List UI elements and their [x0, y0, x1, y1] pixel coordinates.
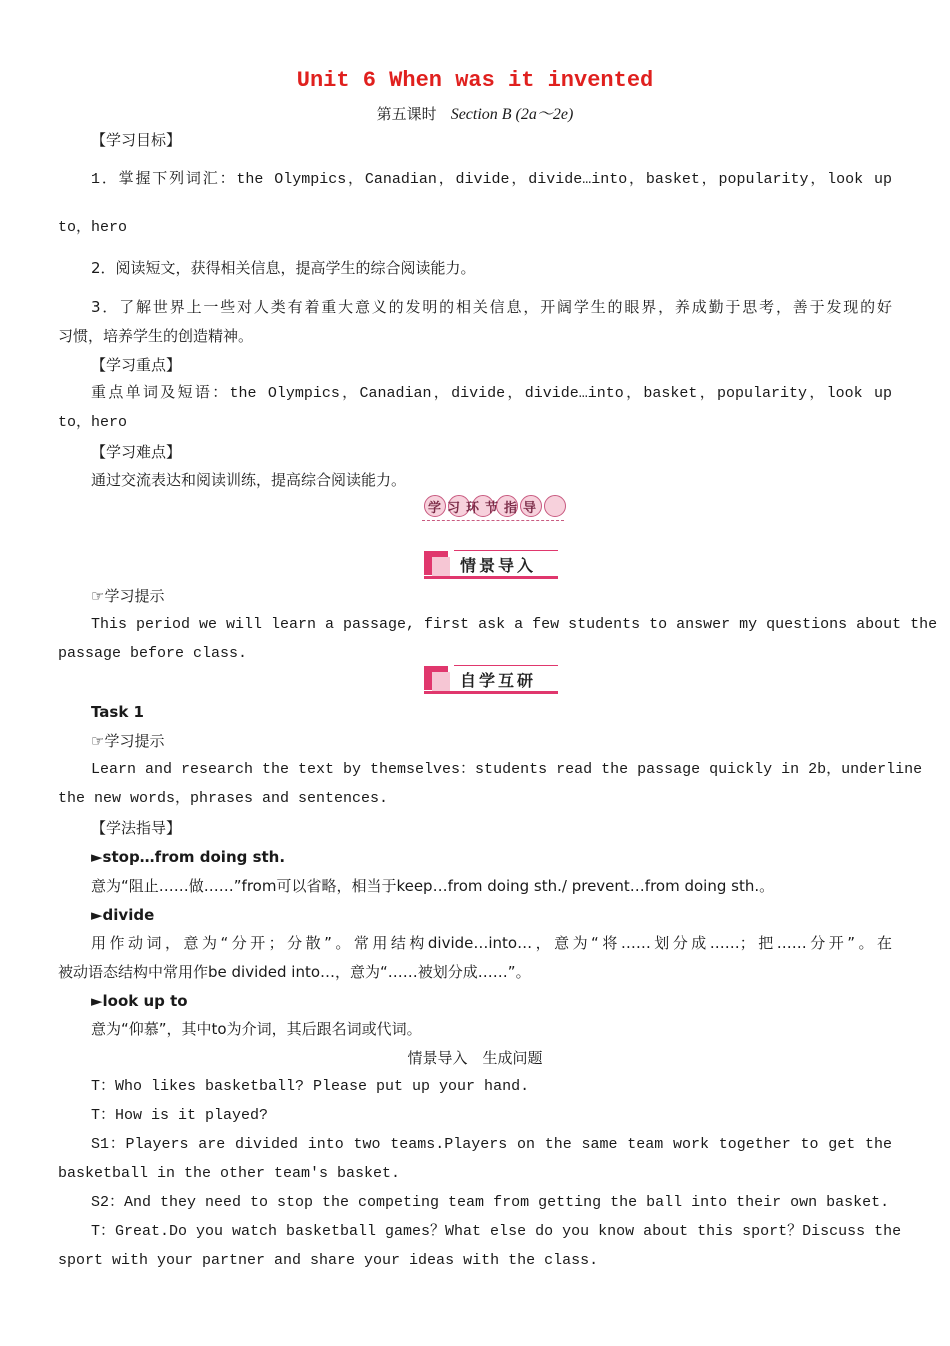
dialogue-line-1: T：Who likes basketball? Please put up your hand. [91, 1078, 530, 1095]
difficulties-heading: 【学习难点】 [91, 443, 182, 461]
lesson-subtitle [0, 101, 950, 124]
difficulties-line: 通过交流表达和阅读训练，提高综合阅读能力。 [91, 471, 407, 489]
phrase-stop-from: ►stop…from doing sth. [91, 848, 286, 866]
phrase-look-up-to-text: 意为“仰慕”，其中to为介词，其后跟名词或代词。 [91, 1020, 422, 1038]
learning-tip-1: ☞学习提示 [91, 587, 165, 605]
dialogue-line-5a: T：Great.Do you watch basketball games？What else do you know about this sport？Discuss the [91, 1223, 902, 1240]
objective-3-line-1: 3．了解世界上一些对人类有着重大意义的发明的相关信息，开阔学生的眼界，养成勤于思考，善于发现的好 [91, 298, 892, 316]
key-points-heading: 【学习重点】 [91, 356, 182, 374]
section-label: Section B (2a～2e) [450, 106, 574, 123]
section-title: 自学互研 [460, 671, 537, 690]
key-points-line-2: to，hero [58, 414, 128, 431]
objective-1-line-1: 1．掌握下列词汇：the Olympics，Canadian，divide，divide…into，basket，popularity，look up [91, 171, 892, 188]
objectives-heading: 【学习目标】 [91, 131, 182, 149]
objective-2: 2．阅读短文，获得相关信息，提高学生的综合阅读能力。 [91, 259, 476, 277]
lesson-label: 第五课时 [376, 105, 437, 123]
dialogue-line-4: S2：And they need to stop the competing team from getting the ball into their own basket. [91, 1194, 890, 1211]
guide-banner [422, 495, 564, 521]
guide-banner-label: 学习环节指导 [428, 501, 543, 516]
dialogue-line-2: T：How is it played? [91, 1107, 269, 1124]
objective-1-line-2: to，hero [58, 219, 128, 236]
scenario-text-line-1: This period we will learn a passage, first ask a few students to answer my questions about the [91, 616, 938, 633]
section-header-self-study [424, 665, 558, 694]
phrase-divide: ►divide [91, 906, 155, 924]
dialogue-line-3b: basketball in the other team's basket. [58, 1165, 401, 1182]
dialogue-heading: 情景导入 生成问题 [407, 1049, 543, 1067]
task-text-line-2: the new words，phrases and sentences. [58, 790, 389, 807]
objective-3-line-2: 习惯，培养学生的创造精神。 [58, 327, 254, 345]
task-text-line-1: Learn and research the text by themselves：students read the passage quickly in 2b，underline [91, 761, 923, 778]
dialogue-line-5b: sport with your partner and share your ideas with the class. [58, 1252, 599, 1269]
learning-tip-2: ☞学习提示 [91, 732, 165, 750]
phrase-divide-text-1: 用作动词，意为“分开；分散”。常用结构divide…into…，意为“将……划分成……；把……分开”。在 [91, 934, 892, 952]
key-points-line-1: 重点单词及短语：the Olympics，Canadian，divide，divide…into，basket，popularity，look up [91, 385, 892, 402]
dialogue-line-3a: S1：Players are divided into two teams.Players on the same team work together to get the [91, 1136, 892, 1153]
scenario-text-line-2: passage before class. [58, 645, 248, 662]
section-header-scenario [424, 550, 558, 579]
page-title: Unit 6 When was it invented [296, 68, 654, 93]
phrase-stop-from-text: 意为“阻止……做……”from可以省略，相当于keep…from doing sth./ prevent…from doing sth.。 [91, 877, 775, 895]
method-heading: 【学法指导】 [91, 819, 182, 837]
phrase-divide-text-2: 被动语态结构中常用作be divided into…，意为“……被划分成……”。 [58, 963, 531, 981]
task-label: Task 1 [91, 703, 144, 721]
phrase-look-up-to: ►look up to [91, 992, 188, 1010]
section-title: 情景导入 [460, 556, 537, 575]
